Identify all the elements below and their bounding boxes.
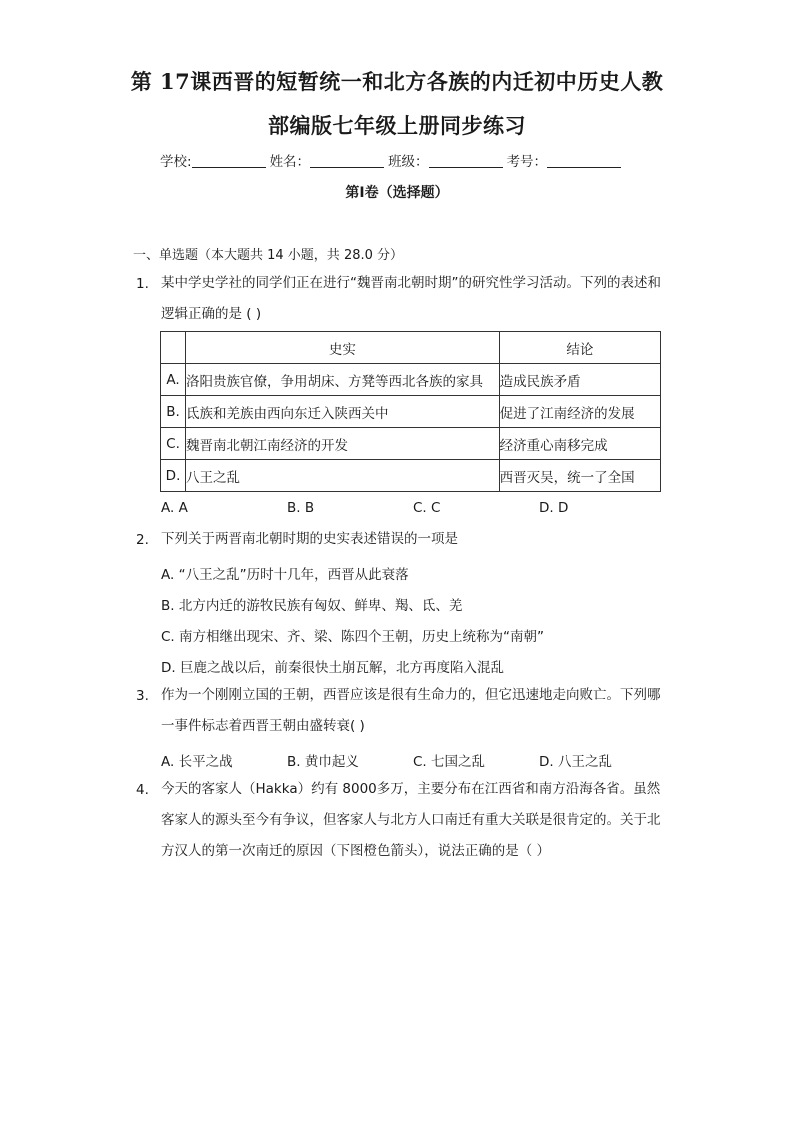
volume-heading: 第Ⅰ卷（选择题） [345, 185, 449, 201]
table-cell: 洛阳贵族官僚，争用胡床、方凳等西北各族的家具 [186, 364, 500, 396]
title-line-1: 第 17课西晋的短暂统一和北方各族的内迁初中历史人教 [130, 69, 664, 94]
table-header-row [161, 332, 661, 364]
number-label: 考号： [506, 154, 548, 170]
student-info-line [160, 150, 640, 170]
table-cell: 氐族和羌族由西向东迁入陕西关中 [186, 396, 500, 428]
option-a[interactable]: A. 长平之战 [161, 754, 233, 770]
question-stem: 下列关于两晋南北朝时期的史实表述错误的一项是 [161, 531, 458, 547]
table-row [161, 428, 661, 460]
q2-option-d[interactable]: D. 巨鹿之战以后，前秦很快土崩瓦解，北方再度陷入混乱 [161, 660, 504, 676]
school-blank[interactable] [192, 153, 266, 168]
option-c[interactable]: C. C [413, 500, 441, 516]
table-cell: 造成民族矛盾 [499, 364, 660, 396]
question-number: 4. [136, 782, 149, 798]
option-b[interactable]: B. 黄巾起义 [287, 754, 359, 770]
question-stem: 作为一个刚刚立国的王朝，西晋应该是很有生命力的，但它迅速地走向败亡。下列哪一事件标志着西晋王朝由盛转衰( ) [161, 687, 661, 734]
number-blank[interactable] [547, 153, 621, 168]
option-a[interactable]: A. A [161, 500, 188, 516]
table-cell: A. [161, 364, 186, 396]
history-table [160, 331, 661, 492]
table-row [161, 364, 661, 396]
question-stem: 某中学史学社的同学们正在进行“魏晋南北朝时期”的研究性学习活动。下列的表述和逻辑正确的是 ( ) [161, 275, 661, 322]
option-d[interactable]: D. D [539, 500, 569, 516]
school-label: 学校: [160, 154, 192, 170]
option-b[interactable]: B. B [287, 500, 315, 516]
table-row [161, 396, 661, 428]
table-cell: B. [161, 396, 186, 428]
class-blank[interactable] [429, 153, 503, 168]
table-cell: 促进了江南经济的发展 [499, 396, 660, 428]
question-stem: 今天的客家人（Hakka）约有 8000多万，主要分布在江西省和南方沿海各省。虽然客家人的源头至今有争议，但客家人与北方人口南迁有重大关联是很肯定的。关于北方汉人的第一次南迁的原因（下图橙色箭头），说法正确的是（ ） [161, 781, 661, 859]
name-label: 姓名： [269, 154, 311, 170]
table-cell: 八王之乱 [186, 460, 500, 492]
name-blank[interactable] [310, 153, 384, 168]
q2-option-b[interactable]: B. 北方内迁的游牧民族有匈奴、鲜卑、羯、氐、羌 [161, 598, 463, 614]
table-cell: D. [161, 460, 186, 492]
table-header-cell: 结论 [499, 332, 660, 364]
table-cell: 魏晋南北朝江南经济的开发 [186, 428, 500, 460]
class-label: 班级： [388, 154, 429, 170]
table-cell: 经济重心南移完成 [499, 428, 660, 460]
title-line-2: 部编版七年级上册同步练习 [268, 113, 526, 138]
table-header-cell [161, 332, 186, 364]
question-number: 3. [136, 688, 149, 704]
question-number: 2. [136, 532, 149, 548]
table-cell: 西晋灭吴，统一了全国 [499, 460, 660, 492]
option-c[interactable]: C. 七国之乱 [413, 754, 486, 770]
section-heading: 一、单选题（本大题共 14 小题，共 28.0 分） [133, 248, 404, 263]
table-cell: C. [161, 428, 186, 460]
q2-option-c[interactable]: C. 南方相继出现宋、齐、梁、陈四个王朝，历史上统称为“南朝” [161, 629, 544, 645]
q2-option-a[interactable]: A. “八王之乱”历时十几年，西晋从此衰落 [161, 567, 409, 583]
table-row [161, 460, 661, 492]
option-d[interactable]: D. 八王之乱 [539, 754, 612, 770]
question-number: 1. [136, 276, 149, 292]
table-header-cell: 史实 [186, 332, 500, 364]
